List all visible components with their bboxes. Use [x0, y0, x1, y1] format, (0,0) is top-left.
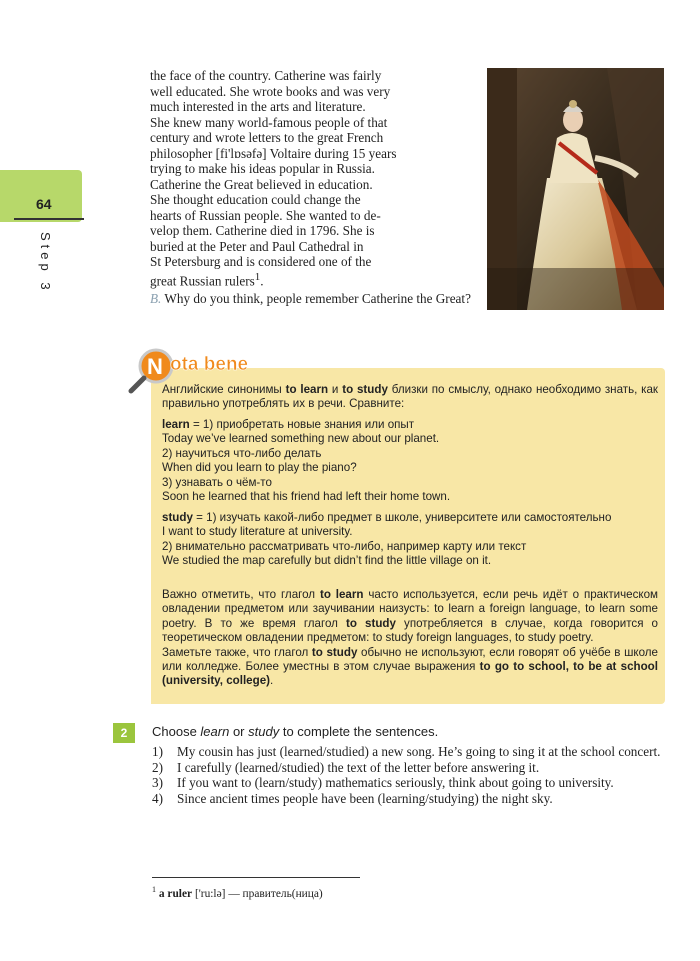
intro-line: century and wrote letters to the great French — [150, 130, 384, 145]
portrait-catherine-the-great — [487, 68, 664, 310]
footnote-marker: 1 — [254, 270, 261, 283]
exercise-number: 2 — [113, 723, 135, 743]
keyword: to study — [346, 616, 396, 630]
intro-text — [150, 68, 475, 288]
portrait-illustration — [487, 68, 664, 310]
item-number: 1) — [152, 744, 163, 759]
definition-line: 3) узнавать о чём-то — [162, 475, 272, 489]
item-text: My cousin has just (learned/studied) a new song. He’s going to sing it at the school concert. — [177, 744, 661, 759]
keyword: to go to school, to be at school (university, college) — [162, 660, 658, 688]
intro-line: philosopher [fi'lɒsəfə] Voltaire during 15 years — [150, 145, 397, 161]
intro-line: velop them. Catherine died in 1796. She is — [150, 223, 375, 238]
example-line: When did you learn to play the piano? — [162, 461, 357, 475]
intro-line: She knew many world-famous people of that — [150, 114, 388, 130]
item-text: I carefully (learned/studied) the text of the letter before answering it. — [177, 759, 540, 775]
intro-line: trying to make his ideas popular in Russia. — [150, 161, 375, 176]
intro-line: Catherine the Great believed in education. — [150, 176, 373, 192]
exercise-instruction — [152, 724, 438, 739]
definition-line: 2) внимательно рассматривать что-либо, например карту или текст — [162, 539, 527, 553]
nota-bene-text: ota bene — [170, 354, 249, 375]
intro-line: St Petersburg and is considered one of the — [150, 254, 372, 269]
text: Заметьте также, что глагол — [162, 645, 312, 659]
exercise-list — [152, 744, 667, 806]
text: и — [328, 383, 343, 396]
item-text: If you want to (learn/study) mathematics seriously, think about going to university. — [177, 775, 614, 790]
exercise-item — [152, 760, 667, 776]
intro-line: much interested in the arts and literature. — [150, 99, 366, 114]
text: часто используется, если речь идёт о практическом овладении предметом или заучивании наизусть: to learn a foreign language, to learn some poetry. В то же время глагол — [162, 588, 659, 630]
nota-bene-intro — [162, 383, 658, 412]
keyword: to learn — [319, 588, 364, 601]
keyword: to study — [342, 383, 388, 396]
text: обычно не используют, если говорят об учёбе в школе или колледже. Более уместны в этом случае выражения — [162, 645, 658, 674]
example-line: Today we’ve learned something new about our planet. — [162, 432, 440, 446]
example-line: Soon he learned that his friend had left their home town. — [162, 490, 451, 504]
intro-line: the face of the country. Catherine was fairly — [150, 68, 382, 83]
question-b — [150, 291, 475, 307]
study-definitions — [162, 511, 658, 569]
footnote-rule — [152, 877, 360, 878]
footnote — [152, 885, 323, 900]
text: употребляется в случае, когда говорится о теоретическом овладении предметом: to study foreign languages, to study poetry. — [162, 616, 658, 645]
keyword: to learn — [285, 383, 329, 396]
question-letter: B. — [150, 291, 162, 306]
item-number: 4) — [152, 790, 163, 806]
intro-line: She thought education could change the — [150, 192, 361, 207]
text: or — [229, 724, 249, 739]
text: Важно отметить, что глагол — [162, 588, 320, 601]
intro-line-last: great Russian rulers$^1$. — [150, 270, 264, 288]
keyword: learn — [200, 724, 230, 739]
exercise-item — [152, 791, 667, 807]
study-headword: study — [162, 511, 193, 524]
learn-definitions — [162, 418, 658, 504]
text: Английские синонимы — [162, 383, 286, 396]
intro-line: hearts of Russian people. She wanted to de- — [150, 207, 381, 223]
side-tab-rule — [14, 218, 84, 220]
keyword: study — [248, 724, 280, 739]
item-number: 2) — [152, 759, 163, 775]
intro-line: well educated. She wrote books and was very — [150, 83, 391, 99]
learn-headword: learn — [162, 418, 190, 431]
intro-line: buried at the Peter and Paul Cathedral in — [150, 238, 364, 254]
nota-bene-n: N — [147, 354, 163, 379]
item-number: 3) — [152, 775, 163, 790]
text: to complete the sentences. — [279, 724, 439, 739]
footnote-transcription: ['ru:lə] — [194, 887, 226, 900]
text: близки по смыслу, однако необходимо знать, как правильно употреблять их в речи. Сравните: — [162, 383, 659, 411]
item-text: Since ancient times people have been (learning/studying) the night sky. — [177, 790, 553, 806]
question-text: Why do you think, people remember Catherine the Great? — [164, 291, 471, 306]
keyword: to study — [311, 645, 358, 659]
step-label: Step 3 — [38, 232, 53, 294]
exercise-item — [152, 744, 667, 760]
page-number: 64 — [36, 196, 52, 212]
definition-line: 2) научиться что-либо делать — [162, 446, 322, 460]
definition-line: = 1) приобретать новые знания или опыт — [189, 418, 415, 431]
intro-line: great Russian rulers — [150, 272, 255, 288]
usage-note — [162, 588, 658, 689]
footnote-translation: — правитель(ница) — [228, 887, 323, 900]
example-line: We studied the map carefully but didn’t find the little village on it. — [162, 554, 492, 568]
footnote-mark: 1 — [152, 885, 156, 894]
exercise-item — [152, 775, 667, 791]
footnote-term: a ruler — [158, 887, 193, 900]
example-line: I want to study literature at university. — [162, 525, 353, 539]
text: . — [270, 674, 274, 688]
definition-line: = 1) изучать какой-либо предмет в школе, университете или самостоятельно — [192, 511, 612, 524]
text: Choose — [152, 724, 201, 739]
